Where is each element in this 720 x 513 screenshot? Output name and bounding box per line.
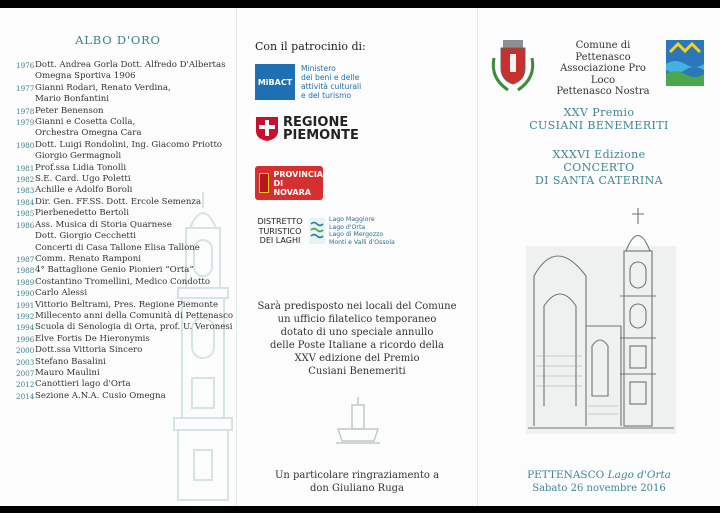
provincia-shield-icon [259, 173, 269, 193]
albo-entry [16, 185, 234, 196]
distretto-line: TURISTICO [258, 226, 302, 236]
mibac-mark: MiBACT [255, 64, 295, 100]
albo-name: Sezione A.N.A. Cusio Omegna [35, 390, 166, 401]
albo-entry [16, 117, 234, 128]
albo-year: 1994 [16, 323, 35, 333]
albo-name: Mauro Maulini [35, 367, 100, 378]
lakes-wave-icon [309, 218, 325, 244]
annullo-line: Sarà predisposto nei locali del Comune [257, 301, 457, 312]
albo-year: 1977 [16, 83, 35, 93]
albo-name: Dott. Giorgio Cecchetti [35, 231, 137, 242]
ringraziamento-text [237, 469, 477, 495]
albo-entry [16, 265, 234, 276]
albo-name: Canottieri lago d'Orta [35, 379, 131, 390]
comune-crest-icon [488, 38, 538, 92]
event-place [478, 469, 720, 482]
albo-name: Gianni e Cosetta Colla, [35, 117, 136, 128]
cover-panel [478, 8, 720, 506]
albo-entry [16, 94, 234, 105]
premio-title [478, 106, 720, 132]
albo-year: 1991 [16, 300, 35, 310]
organizers-text [548, 40, 658, 98]
mibac-line: attività culturali [301, 82, 362, 91]
concerto-line: CONCERTO [563, 161, 635, 174]
albo-doro-panel [0, 8, 236, 506]
albo-year: 1978 [16, 106, 35, 116]
albo-name: Concerti di Casa Tallone Elisa Tallone [35, 242, 200, 253]
albo-name: Achille e Adolfo Boroli [35, 185, 133, 196]
albo-list [16, 60, 234, 402]
albo-entry [16, 391, 234, 402]
albo-name: Elve Fortis De Hieronymis [35, 333, 150, 344]
albo-name: Ass. Musica di Storia Quarnese [35, 219, 172, 230]
concerto-line: DI SANTA CATERINA [534, 174, 664, 187]
albo-entry [16, 151, 234, 162]
albo-name: Gianni Rodari, Renato Verdina, [35, 82, 171, 93]
annullo-line: delle Poste Italiane a ricordo della [269, 340, 445, 351]
premio-line: CUSIANI BENEMERITI [529, 119, 669, 132]
mibac-line: Ministero [301, 64, 336, 73]
albo-name: S.E. Card. Ugo Poletti [35, 174, 131, 185]
albo-name: Scuola di Senologia di Orta, prof. U. Veronesi [35, 322, 233, 333]
albo-entry [16, 71, 234, 82]
mibac-logo [255, 64, 371, 100]
lago-item: Lago Maggiore [329, 216, 375, 223]
patrocinio-panel [237, 8, 477, 506]
lago-item: Monti e Valli d'Ossola [329, 238, 395, 246]
albo-entry [16, 379, 234, 390]
albo-name: Omegna Sportiva 1906 [35, 71, 136, 82]
albo-entry [16, 254, 234, 265]
albo-entry [16, 231, 234, 242]
albo-entry [16, 322, 234, 333]
albo-entry [16, 128, 234, 139]
albo-name: Pierbenedetto Bertoli [35, 208, 129, 219]
albo-name: Dott.ssa Vittoria Sincero [35, 345, 143, 356]
patrocinio-heading: Con il patrocinio di: [255, 40, 366, 53]
albo-name: Orchestra Omegna Cara [35, 128, 142, 139]
annullo-line: XXV edizione del Premio [294, 353, 420, 364]
albo-year: 1988 [16, 266, 35, 276]
event-place-lake: Lago d'Orta [607, 469, 671, 481]
lago-item: Lago di Mergozzo [329, 231, 384, 239]
concerto-title [478, 148, 720, 187]
regione-line: REGIONE [283, 115, 349, 130]
provincia-text [273, 170, 323, 197]
albo-entry [16, 220, 234, 231]
regione-piemonte-logo [255, 116, 359, 142]
albo-year: 2000 [16, 346, 35, 356]
albo-name: Prof.ssa Lidia Tonolli [35, 162, 127, 173]
pro-loco-logo-icon [666, 40, 704, 86]
church-sketch-illustration [526, 206, 676, 434]
albo-year: 2007 [16, 368, 35, 378]
albo-entry [16, 277, 234, 288]
albo-entry [16, 243, 234, 254]
albo-entry [16, 208, 234, 219]
albo-year: 1984 [16, 197, 35, 207]
organizer-line: Associazione Pro Loco [560, 63, 646, 86]
distretto-line: DISTRETTO [257, 217, 303, 227]
postmark-stamp-icon [334, 395, 382, 447]
annullo-line: un ufficio filatelico temporaneo [277, 314, 437, 325]
albo-entry [16, 83, 234, 94]
laghi-list [329, 216, 419, 246]
regione-line: PIEMONTE [283, 128, 359, 143]
albo-year: 1989 [16, 277, 35, 287]
mibac-line: dei beni e delle [301, 73, 360, 82]
albo-year: 1980 [16, 140, 35, 150]
provincia-line: DI NOVARA [273, 178, 311, 197]
albo-year: 1976 [16, 61, 35, 70]
albo-year: 1996 [16, 334, 35, 344]
brochure-sheet [0, 8, 720, 506]
annullo-line: Cusiani Benemeriti [308, 366, 406, 377]
albo-entry [16, 106, 234, 117]
albo-year: 2003 [16, 357, 35, 367]
distretto-line: DEI LAGHI [259, 235, 301, 245]
concerto-line: XXXVI Edizione [552, 148, 646, 161]
albo-year: 1992 [16, 311, 35, 321]
albo-year: 2012 [16, 380, 35, 390]
albo-entry [16, 288, 234, 299]
albo-year: 1990 [16, 289, 35, 299]
albo-year: 1987 [16, 254, 35, 264]
albo-entry [16, 345, 234, 356]
albo-name: Dir. Gen. FF.SS. Dott. Ercole Semenza [35, 196, 202, 207]
mibac-line: e del turismo [301, 91, 352, 100]
provincia-badge [255, 166, 323, 200]
albo-year: 1986 [16, 220, 35, 230]
albo-name: Peter Benenson [35, 105, 104, 116]
distretto-text [255, 217, 305, 245]
albo-entry [16, 163, 234, 174]
albo-title: ALBO D'ORO [75, 33, 161, 47]
albo-name: Stefano Basalini [35, 356, 106, 367]
albo-entry [16, 300, 234, 311]
albo-year: 1983 [16, 186, 35, 196]
annullo-line: dotato di uno speciale annullo [280, 327, 434, 338]
organizer-line: Comune di Pettenasco [575, 40, 631, 63]
distretto-laghi-logo [255, 216, 419, 246]
ringraziamento-line: Un particolare ringraziamento a [274, 470, 440, 481]
albo-entry [16, 140, 234, 151]
albo-name: Carlo Alessi [35, 288, 88, 299]
albo-entry [16, 197, 234, 208]
albo-entry [16, 357, 234, 368]
albo-year: 2014 [16, 391, 35, 401]
albo-year: 1985 [16, 209, 35, 219]
albo-year: 1981 [16, 163, 35, 173]
albo-name: 4° Battaglione Genio Pionieri “Orta” [35, 265, 194, 276]
provincia-line: PROVINCIA [273, 169, 323, 179]
regione-text [283, 116, 359, 142]
albo-name: Dott. Luigi Rondolini, Ing. Giacomo Priotto [35, 139, 223, 150]
albo-name: Mario Bonfantini [35, 94, 110, 105]
albo-entry [16, 334, 234, 345]
mibac-text [301, 64, 371, 100]
albo-entry [16, 368, 234, 379]
organizer-line: Pettenasco Nostra [556, 86, 650, 97]
premio-line: XXV Premio [563, 106, 635, 119]
albo-name: Comm. Renato Ramponi [35, 253, 141, 264]
annullo-text [237, 300, 477, 378]
albo-entry [16, 311, 234, 322]
lago-item: Lago d'Orta [329, 223, 366, 231]
ringraziamento-line: don Giuliano Ruga [310, 483, 404, 494]
provincia-novara-logo [255, 166, 323, 200]
regione-shield-icon [255, 116, 279, 142]
albo-entry [16, 174, 234, 185]
albo-year: 1979 [16, 118, 35, 128]
albo-name: Giorgio Germagnoli [35, 151, 122, 162]
event-date: Sabato 26 novembre 2016 [532, 483, 666, 494]
albo-name: Dott. Andrea Gorla Dott. Alfredo D'Albertas [35, 60, 226, 70]
albo-name: Costantino Tromellini, Medico Condotto [35, 276, 211, 287]
albo-year: 1982 [16, 175, 35, 185]
albo-name: Millecento anni della Comunità di Pettenasco [35, 310, 234, 321]
albo-name: Vittorio Beltrami, Pres. Regione Piemonte [35, 299, 219, 310]
albo-entry [16, 60, 234, 71]
organizers-header [488, 38, 718, 97]
event-place-name: PETTENASCO [527, 469, 605, 481]
